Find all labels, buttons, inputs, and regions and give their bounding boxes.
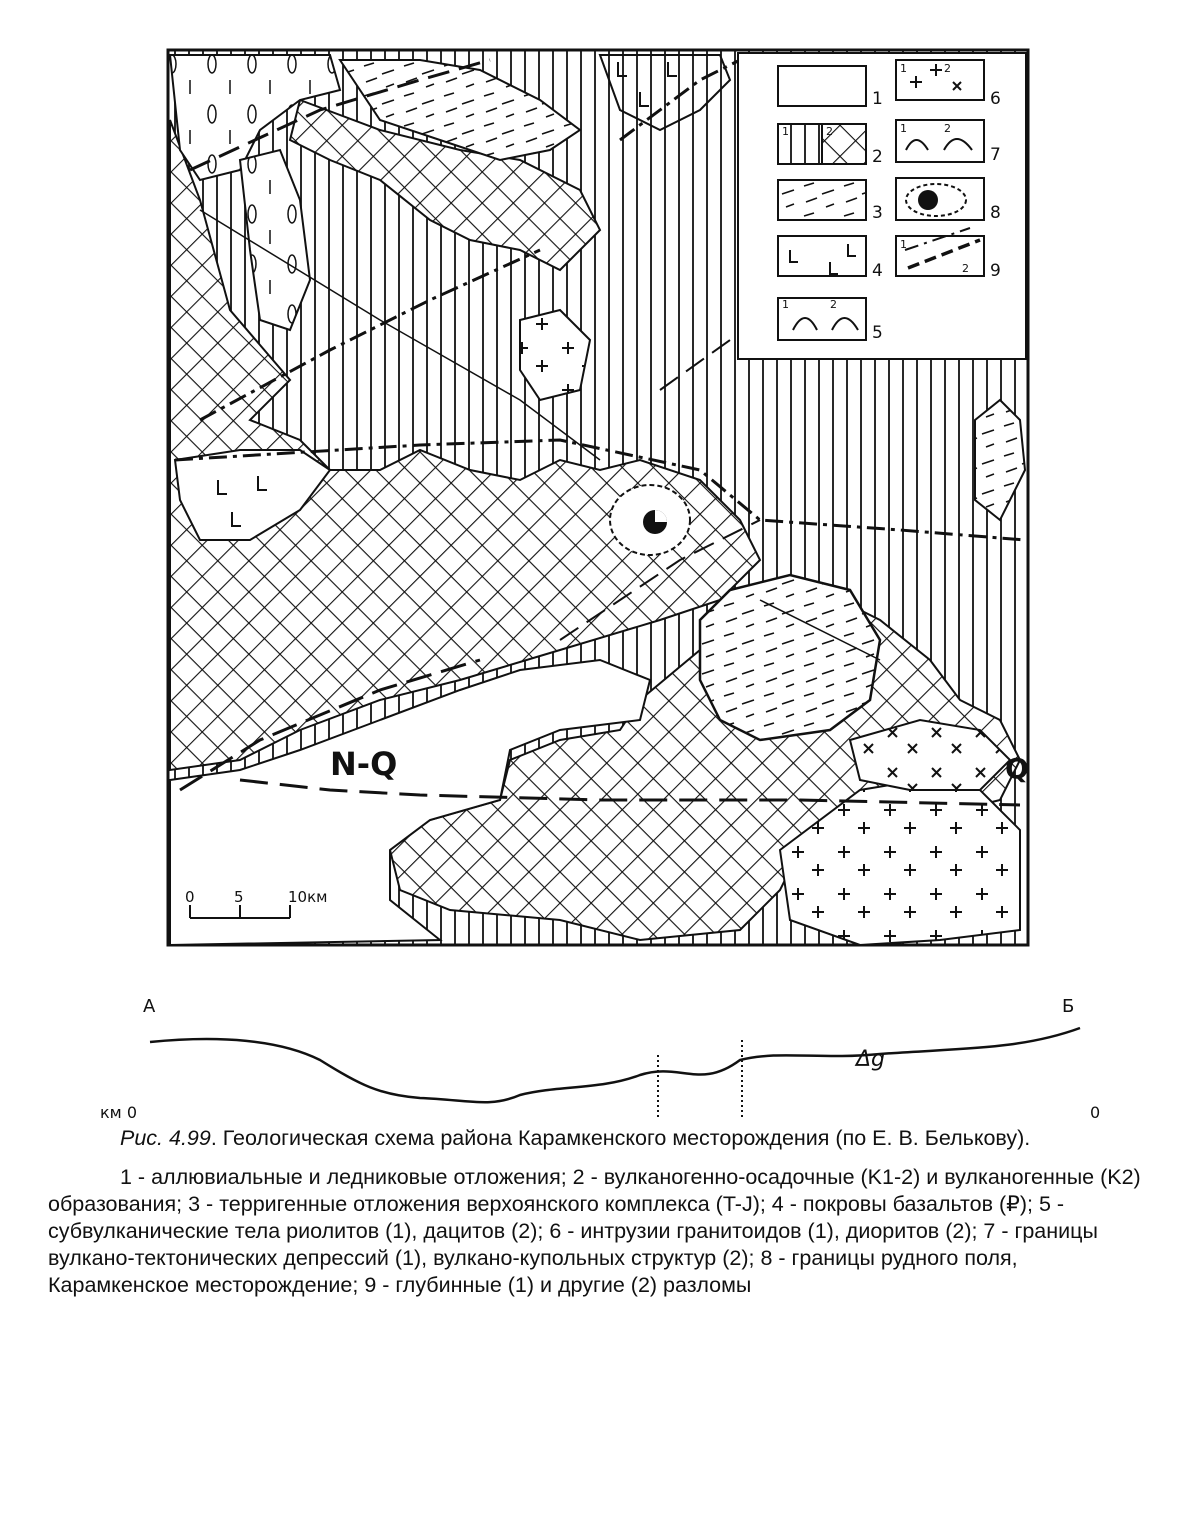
- legend-sub-1: 1: [900, 122, 907, 135]
- legend-sub-1: 1: [900, 62, 907, 75]
- legend-number-6: 6: [990, 89, 1001, 109]
- label-nq: N-Q: [330, 745, 398, 783]
- scale-tick-10: 10км: [288, 888, 328, 906]
- legend-number-8: 8: [990, 203, 1001, 223]
- section-right-label: Б: [1062, 996, 1075, 1017]
- legend-sub-1: 1: [782, 125, 789, 138]
- legend-sub-2: 2: [944, 122, 951, 135]
- legend-number-7: 7: [990, 145, 1001, 165]
- legend-number-5: 5: [872, 323, 883, 343]
- figure-title: [48, 1125, 1158, 1152]
- legend-sub-1: 1: [900, 238, 907, 251]
- section-left-label: А: [143, 996, 156, 1017]
- legend-number-4: 4: [872, 261, 883, 281]
- cross-section: [0, 985, 1200, 1120]
- legend-number-3: 3: [872, 203, 883, 223]
- gravity-anomaly-curve: [150, 1028, 1080, 1102]
- legend-number-9: 9: [990, 261, 1001, 281]
- legend-sub-2: 2: [962, 262, 969, 275]
- figure-number: Рис. 4.99: [120, 1126, 211, 1150]
- gravity-label: Δg: [856, 1047, 886, 1072]
- figure-caption: [48, 1125, 1158, 1299]
- legend-number-1: 1: [872, 89, 883, 109]
- legend-ore-symbol: [918, 190, 938, 210]
- legend-description: 1 - аллювиальные и ледниковые отложения; 2 - вулканогенно-осадочные (K1-2) и вулканогенные (K2) образования; 3 - терригенные отложения верхоянского комплекса (T-J); 4 - покровы базальтов (₽); 5 - субвулканические тела риолитов (1), дацитов (2); 6 - интрузии гранитоидов (1), диоритов (2); 7 - границы вулкано-тектонических депрессий (1), вулкано-купольных структур (2); 8 - границы рудного поля, Карамкенское месторождение; 9 - глубинные (1) и другие (2) разломы: [48, 1165, 1141, 1297]
- depth-left-0: км 0: [100, 1103, 137, 1120]
- legend-sub-2: 2: [944, 62, 951, 75]
- scale-tick-0: 0: [185, 888, 195, 906]
- figure-title-text: . Геологическая схема района Карамкенского месторождения (по Е. В. Белькову).: [210, 1126, 1031, 1150]
- legend-number-2: 2: [872, 147, 883, 167]
- legend-sub-2: 2: [830, 298, 837, 311]
- legend-sub-2: 2: [826, 125, 833, 138]
- label-q: Q: [1005, 752, 1029, 785]
- depth-right-0: 0: [1090, 1103, 1101, 1120]
- legend-sub-1: 1: [782, 298, 789, 311]
- scale-tick-5: 5: [234, 888, 244, 906]
